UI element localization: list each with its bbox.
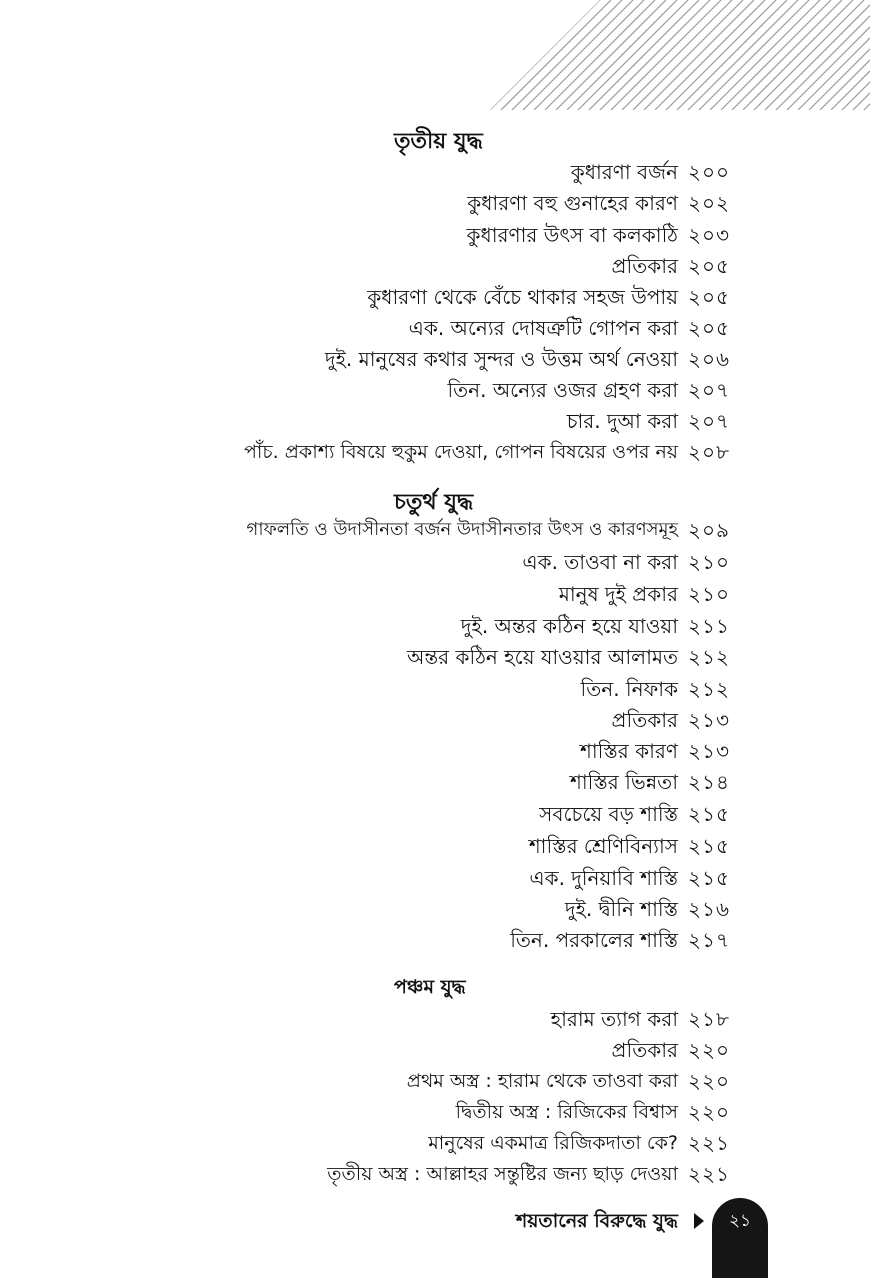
toc-entry-page: ২০৬ bbox=[688, 347, 731, 371]
toc-entry-title[interactable]: প্রতিকার bbox=[611, 254, 678, 278]
toc-entry-page: ২২০ bbox=[688, 1069, 731, 1093]
toc-entry-page: ২০৭ bbox=[688, 409, 731, 433]
toc-entry-title[interactable]: কুধারণার উৎস বা কলকাঠি bbox=[466, 223, 678, 247]
toc-entry-title[interactable]: সবচেয়ে বড় শাস্তি bbox=[539, 802, 678, 826]
toc-entry-title[interactable]: তিন. পরকালের শাস্তি bbox=[510, 928, 678, 952]
section-heading-fifth-war: পঞ্চম যুদ্ধ bbox=[394, 976, 466, 998]
toc-entry-title[interactable]: প্রথম অস্ত্র : হারাম থেকে তাওবা করা bbox=[406, 1070, 678, 1092]
stripe-line bbox=[490, 0, 556, 110]
toc-entry-page: ২০৫ bbox=[688, 285, 730, 309]
triangle-right-icon bbox=[694, 1213, 704, 1229]
stripe-line bbox=[490, 0, 501, 110]
toc-entry-page: ২১০ bbox=[688, 582, 730, 606]
toc-entry-title[interactable]: দুই. অন্তর কঠিন হয়ে যাওয়া bbox=[460, 614, 678, 638]
toc-entry-title[interactable]: এক. দুনিয়াবি শাস্তি bbox=[529, 866, 678, 890]
section-heading-third-war: তৃতীয় যুদ্ধ bbox=[394, 129, 483, 154]
toc-entry-page: ২১৩ bbox=[688, 739, 730, 763]
toc-entry-title[interactable]: চার. দুআ করা bbox=[566, 409, 678, 433]
toc-entry-page: ২১২ bbox=[688, 645, 730, 669]
toc-entry-page: ২১১ bbox=[688, 614, 730, 638]
section-heading-fourth-war: চতুর্থ যুদ্ধ bbox=[394, 490, 474, 515]
stripe-line bbox=[809, 0, 870, 110]
toc-entry-page: ২০৯ bbox=[688, 518, 730, 542]
toc-entry-title[interactable]: শাস্তির শ্রেণিবিন্যাস bbox=[528, 834, 678, 858]
diagonal-stripes-decoration bbox=[490, 0, 870, 110]
toc-entry-title[interactable]: তৃতীয় অস্ত্র : আল্লাহর সন্তুষ্টির জন্য ছাড় দেওয়া bbox=[327, 1163, 678, 1185]
toc-entry-page: ২১৮ bbox=[688, 1007, 730, 1031]
toc-entry-page: ২২১ bbox=[688, 1131, 730, 1155]
toc-entry-page: ২২০ bbox=[688, 1100, 731, 1124]
toc-entry-title[interactable]: পাঁচ. প্রকাশ্য বিষয়ে হুকুম দেওয়া, গোপন বিষয়ের ওপর নয় bbox=[244, 441, 678, 463]
toc-entry-title[interactable]: মানুষ দুই প্রকার bbox=[558, 582, 678, 606]
toc-entry-title[interactable]: দুই. দ্বীনি শাস্তি bbox=[565, 897, 678, 921]
toc-entry-title[interactable]: মানুষের একমাত্র রিজিকদাতা কে? bbox=[428, 1132, 678, 1154]
toc-entry-page: ২১৭ bbox=[688, 928, 730, 952]
toc-entry-title[interactable]: দ্বিতীয় অস্ত্র : রিজিকের বিশ্বাস bbox=[455, 1101, 678, 1123]
toc-entry-title[interactable]: কুধারণা বর্জন bbox=[570, 160, 678, 184]
stripe-line bbox=[490, 0, 534, 110]
toc-entry-page: ২১৫ bbox=[688, 866, 730, 890]
toc-entry-page: ২০৫ bbox=[688, 254, 730, 278]
toc-entry-title[interactable]: প্রতিকার bbox=[611, 708, 678, 732]
page-number-badge bbox=[712, 1198, 768, 1278]
toc-entry-page: ২০৫ bbox=[688, 316, 730, 340]
toc-entry-page: ২০৮ bbox=[688, 440, 730, 464]
stripe-line bbox=[820, 0, 870, 110]
page-number: ২১ bbox=[728, 1211, 752, 1231]
toc-entry-page: ২১৩ bbox=[688, 708, 730, 732]
toc-entry-page: ২০৩ bbox=[688, 223, 731, 247]
stripe-line bbox=[787, 0, 870, 110]
stripe-line bbox=[490, 0, 512, 110]
toc-entry-page: ২১২ bbox=[688, 677, 730, 701]
toc-entry-page: ২০৭ bbox=[688, 378, 731, 402]
toc-entry-title[interactable]: এক. তাওবা না করা bbox=[522, 550, 678, 574]
stripe-line bbox=[853, 0, 870, 110]
stripe-line bbox=[776, 0, 870, 110]
toc-entry-title[interactable]: অন্তর কঠিন হয়ে যাওয়ার আলামত bbox=[407, 645, 678, 669]
toc-entry-title[interactable]: কুধারণা থেকে বেঁচে থাকার সহজ উপায় bbox=[367, 285, 678, 309]
toc-entry-title[interactable]: তিন. নিফাক bbox=[580, 677, 678, 701]
toc-entry-page: ২২১ bbox=[688, 1162, 730, 1186]
toc-entry-page: ২১৪ bbox=[688, 770, 730, 794]
toc-entry-title[interactable]: দুই. মানুষের কথার সুন্দর ও উত্তম অর্থ নেওয়া bbox=[324, 347, 678, 371]
toc-entry-page: ২১৫ bbox=[688, 834, 730, 858]
toc-entry-page: ২১৬ bbox=[688, 897, 730, 921]
toc-entry-title[interactable]: প্রতিকার bbox=[611, 1038, 678, 1062]
toc-entry-title[interactable]: হারাম ত্যাগ করা bbox=[550, 1007, 678, 1031]
toc-entry-page: ২০২ bbox=[688, 191, 731, 215]
stripe-line bbox=[842, 0, 870, 110]
toc-entry-title[interactable]: এক. অন্যের দোষত্রুটি গোপন করা bbox=[408, 316, 678, 340]
toc-entry-title[interactable]: কুধারণা বহু গুনাহের কারণ bbox=[467, 191, 678, 215]
toc-entry-page: ২১৫ bbox=[688, 802, 730, 826]
stripe-line bbox=[490, 0, 578, 110]
toc-entry-title[interactable]: গাফলতি ও উদাসীনতা বর্জন উদাসীনতার উৎস ও কারণসমূহ bbox=[246, 519, 678, 540]
toc-entry-page: ২১০ bbox=[688, 550, 730, 574]
toc-entry-page: ২২০ bbox=[688, 1038, 731, 1062]
running-footer-book-title: শয়তানের বিরুদ্ধে যুদ্ধ bbox=[516, 1210, 678, 1232]
toc-entry-page: ২০০ bbox=[688, 160, 731, 184]
toc-entry-title[interactable]: শাস্তির ভিন্নতা bbox=[570, 770, 678, 794]
toc-entry-title[interactable]: শাস্তির কারণ bbox=[580, 739, 678, 763]
toc-entry-title[interactable]: তিন. অন্যের ওজর গ্রহণ করা bbox=[447, 378, 678, 402]
